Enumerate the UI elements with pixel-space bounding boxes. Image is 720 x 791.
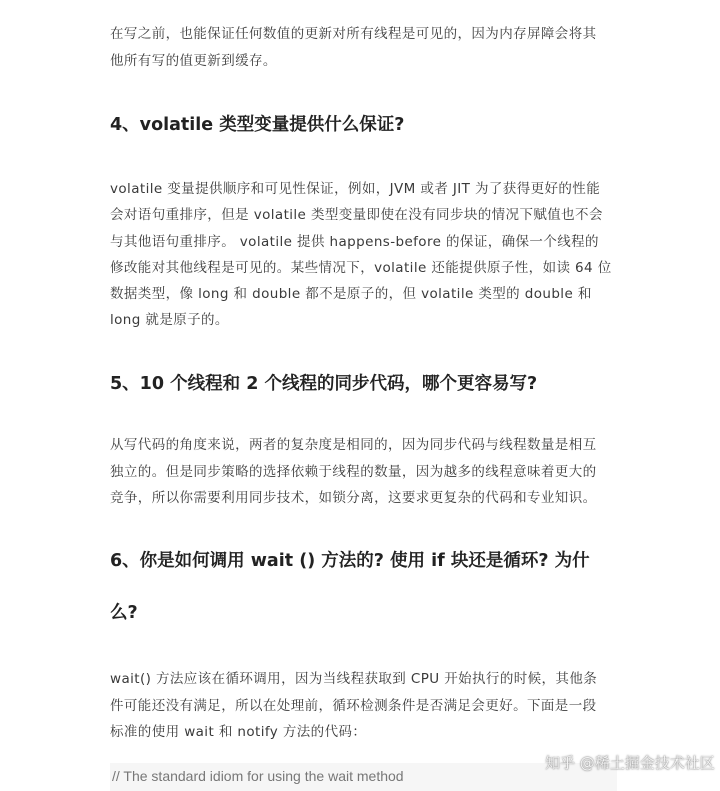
intro-line: 他所有写的值更新到缓存。 bbox=[110, 53, 277, 69]
heading-q6: 6、你是如何调用 wait () 方法的? 使用 if 块还是循环? 为什 bbox=[110, 551, 590, 571]
intro-line: 在写之前，也能保证任何数值的更新对所有线程是可见的，因为内存屏障会将其 bbox=[110, 26, 597, 42]
q4-line: volatile 变量提供顺序和可见性保证，例如，JVM 或者 JIT 为了获得更好的性能 bbox=[110, 181, 601, 197]
q6-line: 件可能还没有满足，所以在处理前，循环检测条件是否满足会更好。下面是一段 bbox=[110, 698, 597, 714]
q4-line: 修改能对其他线程是可见的。某些情况下，volatile 还能提供原子性，如读 64 位 bbox=[110, 260, 612, 276]
q5-line: 独立的。但是同步策略的选择依赖于线程的数量，因为越多的线程意味着更大的 bbox=[110, 464, 597, 480]
q5-line: 从写代码的角度来说，两者的复杂度是相同的，因为同步代码与线程数量是相互 bbox=[110, 437, 597, 453]
q4-line: 会对语句重排序，但是 volatile 类型变量即使在没有同步块的情况下赋值也不会 bbox=[110, 207, 603, 223]
q5-line: 竞争，所以你需要利用同步技术，如锁分离，这要求更复杂的代码和专业知识。 bbox=[110, 490, 597, 506]
q4-line: long 就是原子的。 bbox=[110, 312, 229, 328]
watermark: 知乎 @稀土掘金技术社区 bbox=[545, 754, 715, 772]
q6-line: 标准的使用 wait 和 notify 方法的代码： bbox=[110, 724, 367, 740]
q6-line: wait() 方法应该在循环调用，因为当线程获取到 CPU 开始执行的时候，其他条 bbox=[110, 671, 598, 687]
code-block: // The standard idiom for using the wait method bbox=[110, 763, 617, 791]
heading-q6-cont: 么? bbox=[110, 603, 138, 623]
heading-q4: 4、volatile 类型变量提供什么保证? bbox=[110, 115, 405, 135]
q4-line: 数据类型，像 long 和 double 都不是原子的，但 volatile 类型的 double 和 bbox=[110, 286, 592, 302]
heading-q5: 5、10 个线程和 2 个线程的同步代码，哪个更容易写? bbox=[110, 374, 538, 394]
q4-line: 与其他语句重排序。 volatile 提供 happens-before 的保证，确保一个线程的 bbox=[110, 234, 599, 250]
